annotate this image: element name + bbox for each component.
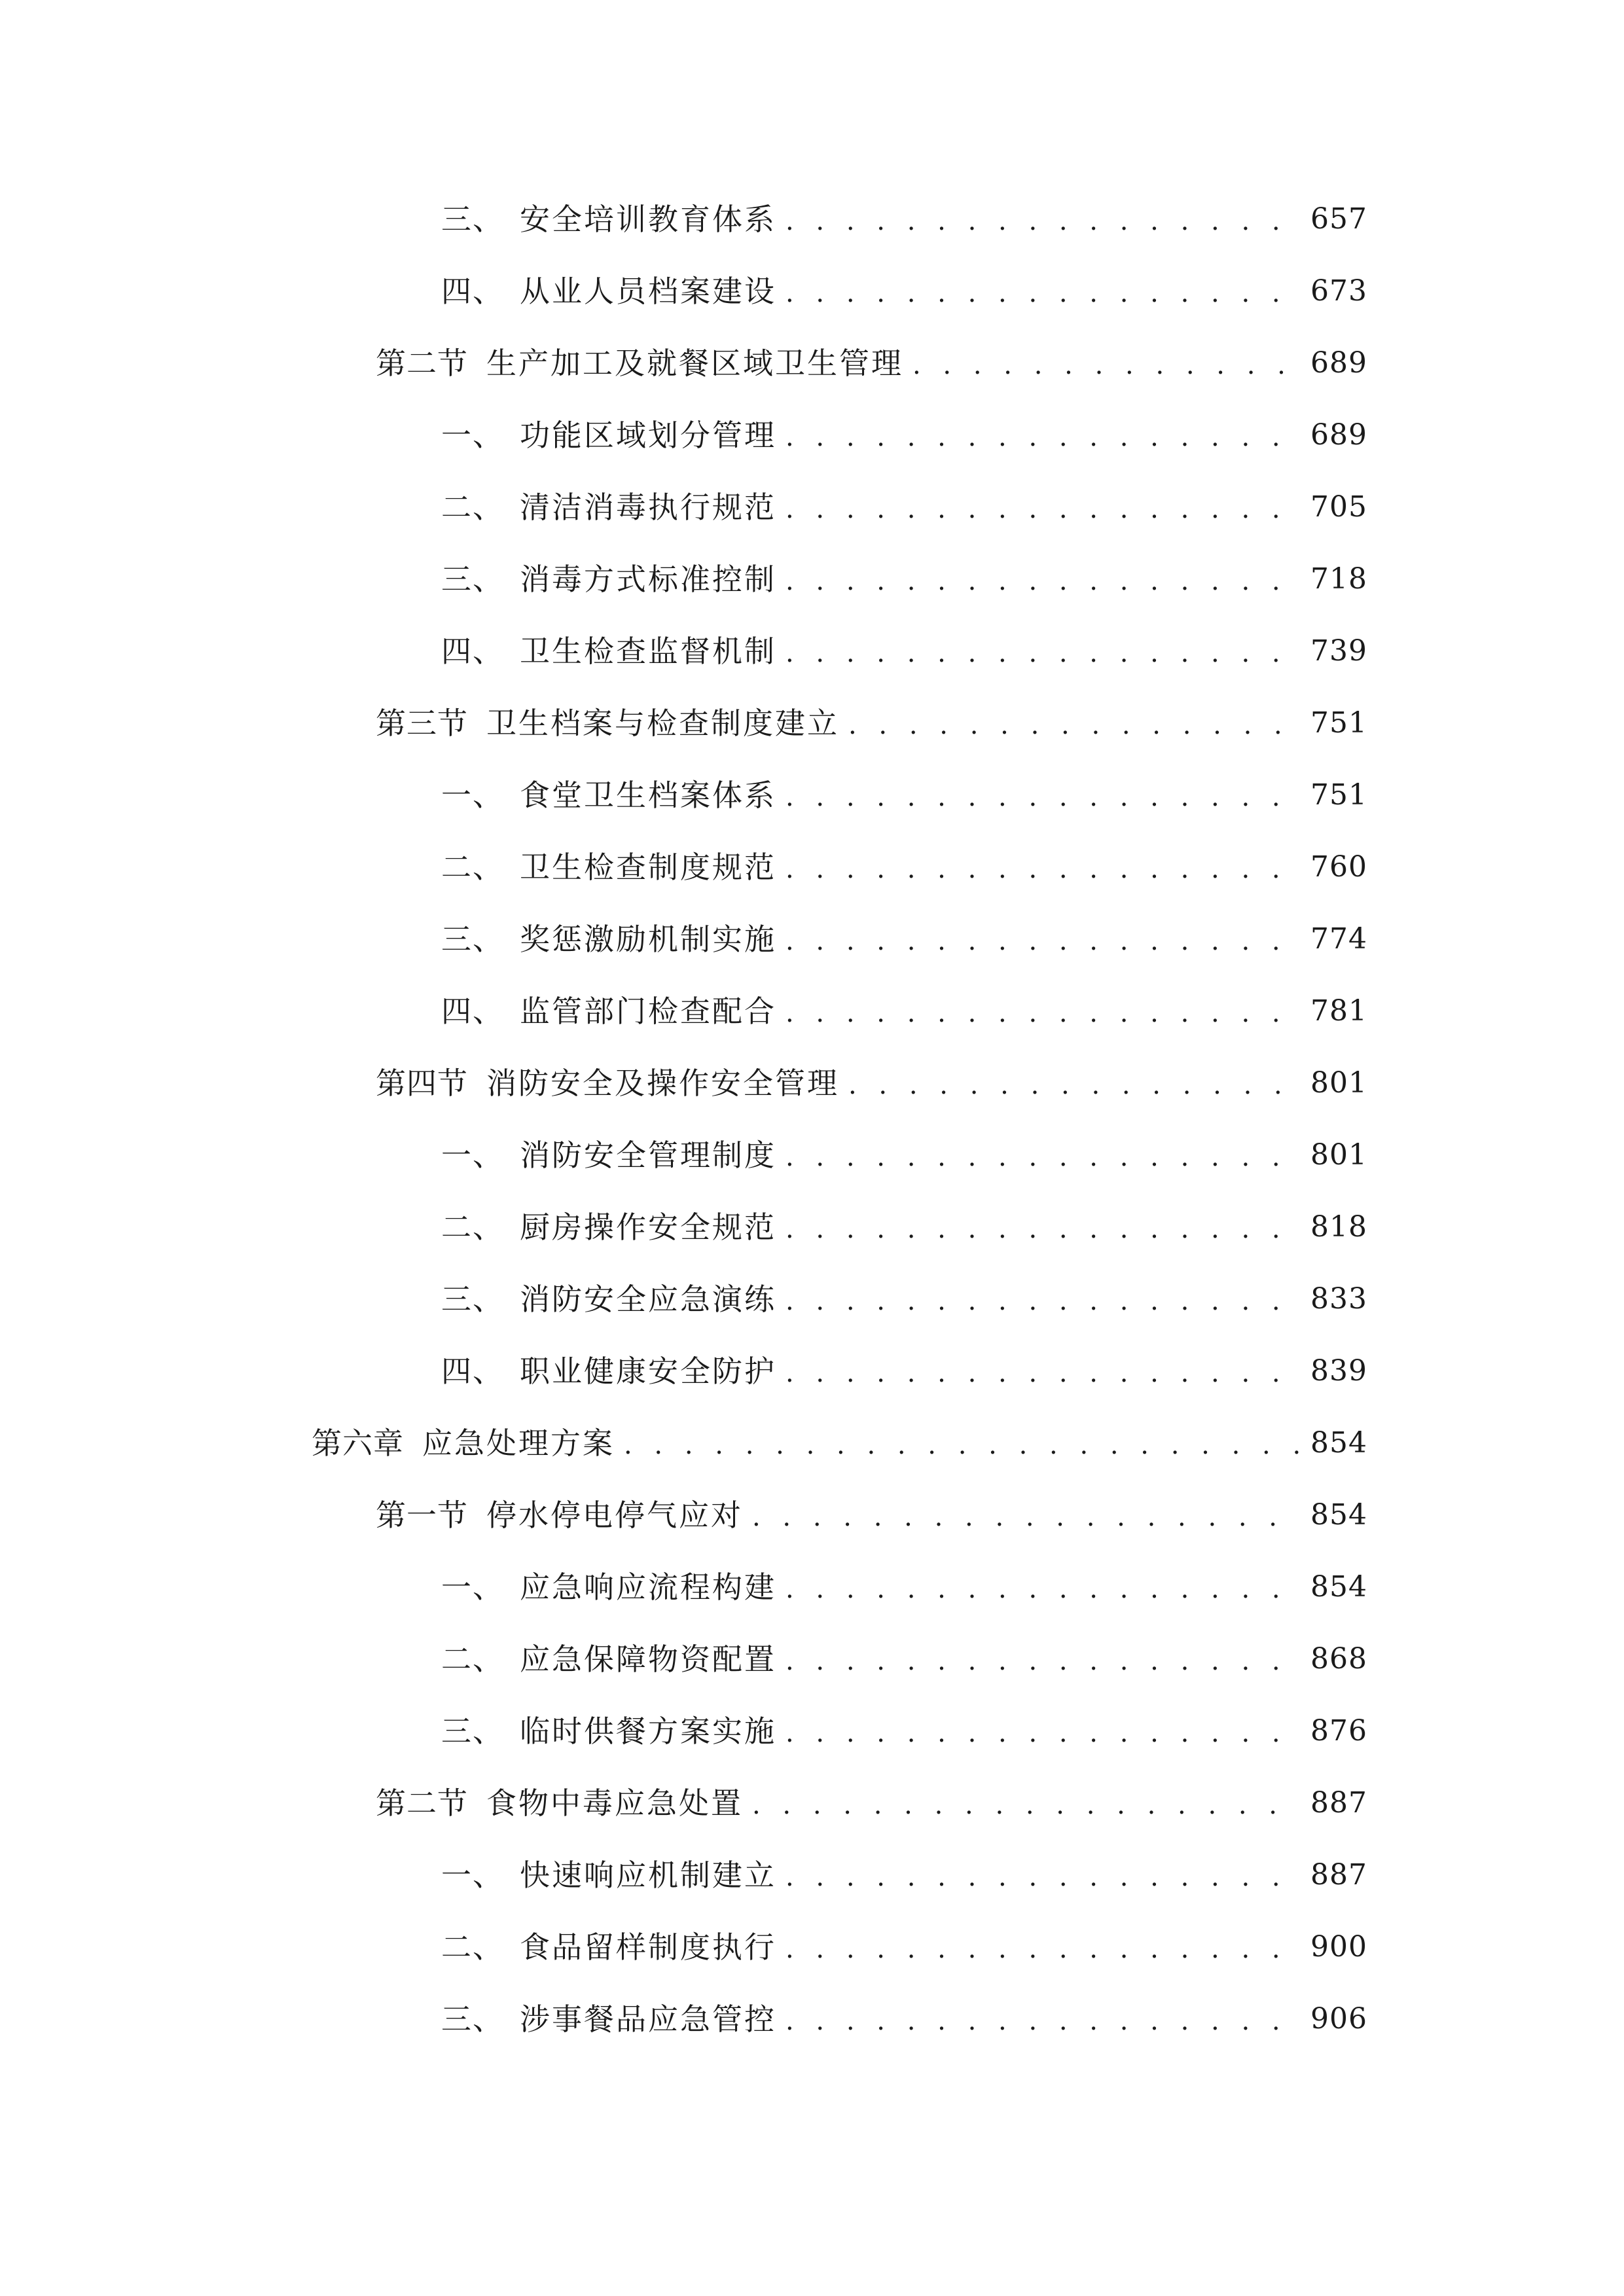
dot-leader [785,1864,1301,1890]
toc-entry[interactable] [441,1911,1367,1983]
toc-page-number: 900 [1310,1930,1367,1964]
toc-page-number: 833 [1310,1282,1367,1316]
toc-entry-number: 二、 [441,1210,504,1245]
toc-entry-title: 食物中毒应急处置 [486,1785,743,1821]
dot-leader [785,784,1301,810]
toc-entry[interactable] [441,1623,1367,1695]
toc-entry-title: 卫生检查监督机制 [520,634,776,669]
toc-entry-number: 二、 [441,490,504,525]
toc-entry-number: 三、 [441,202,504,237]
dot-leader [785,856,1301,882]
toc-entry-title: 消防安全及操作安全管理 [486,1066,839,1101]
toc-page-number: 868 [1310,1642,1367,1676]
toc-entry-number: 第二节 [376,346,468,381]
toc-entry-number: 二、 [441,1929,504,1965]
toc-entry-title: 卫生检查制度规范 [520,850,776,885]
toc-entry[interactable] [441,1191,1367,1263]
dot-leader [848,1072,1301,1098]
toc-entry-title: 应急保障物资配置 [520,1641,776,1677]
toc-page-number: 854 [1310,1498,1367,1532]
toc-entry-title: 临时供餐方案实施 [520,1713,776,1749]
dot-leader [785,2008,1301,2034]
toc-entry-title: 快速响应机制建立 [520,1857,776,1893]
toc-page-number: 705 [1310,490,1367,524]
toc-entry[interactable] [441,1335,1367,1407]
toc-page-number: 751 [1310,778,1367,812]
toc-entry-number: 第二节 [376,1785,468,1821]
toc-entry[interactable] [441,1263,1367,1335]
toc-entry[interactable] [441,183,1367,255]
dot-leader [785,1360,1301,1386]
toc-entry-title: 消防安全管理制度 [520,1138,776,1173]
dot-leader [785,568,1301,594]
toc-entry[interactable] [441,759,1367,831]
toc-entry-number: 二、 [441,1641,504,1677]
toc-entry[interactable] [312,1407,1367,1479]
toc-entry-number: 一、 [441,778,504,813]
toc-entry[interactable] [441,255,1367,327]
toc-entry-title: 消毒方式标准控制 [520,562,776,597]
toc-entry-title: 安全培训教育体系 [520,202,776,237]
dot-leader [785,1720,1301,1746]
toc-entry-title: 食品留样制度执行 [520,1929,776,1965]
toc-entry-title: 卫生档案与检查制度建立 [486,706,839,741]
dot-leader [785,280,1301,306]
dot-leader [785,1936,1301,1962]
toc-entry[interactable] [376,1479,1367,1551]
toc-page-number: 801 [1310,1066,1367,1100]
toc-page-number: 839 [1310,1354,1367,1388]
toc-entry-number: 四、 [441,274,504,309]
toc-page-number: 774 [1310,922,1367,956]
toc-page-number: 739 [1310,634,1367,668]
dot-leader [848,712,1301,738]
toc-entry-number: 四、 [441,1354,504,1389]
dot-leader [785,1144,1301,1170]
toc-page-number: 781 [1310,994,1367,1028]
dot-leader [785,1648,1301,1674]
dot-leader [785,208,1301,234]
toc-entry-title: 食堂卫生档案体系 [520,778,776,813]
toc-entry-title: 厨房操作安全规范 [520,1210,776,1245]
dot-leader [624,1432,1301,1458]
toc-entry[interactable] [441,903,1367,975]
dot-leader [752,1504,1301,1530]
toc-entry-title: 奖惩激励机制实施 [520,922,776,957]
toc-entry-title: 应急处理方案 [422,1426,615,1461]
toc-entry-number: 一、 [441,1570,504,1605]
toc-entry-title: 监管部门检查配合 [520,994,776,1029]
toc-entry[interactable] [376,1767,1367,1839]
toc-entry-number: 三、 [441,562,504,597]
toc-page-number: 887 [1310,1786,1367,1820]
dot-leader [785,1288,1301,1314]
dot-leader [752,1792,1301,1818]
toc-entry-title: 停水停电停气应对 [486,1498,743,1533]
toc-entry-title: 功能区域划分管理 [520,418,776,453]
toc-page-number: 887 [1310,1858,1367,1892]
toc-page-number: 854 [1310,1426,1367,1460]
toc-page-number: 818 [1310,1210,1367,1244]
toc-entry-title: 职业健康安全防护 [520,1354,776,1389]
toc-entry[interactable] [441,1119,1367,1191]
toc-entry-number: 一、 [441,1857,504,1893]
dot-leader [785,1576,1301,1602]
toc-page-number: 657 [1310,202,1367,236]
toc-page-number: 876 [1310,1714,1367,1748]
toc-entry[interactable] [441,831,1367,903]
toc-entry-title: 应急响应流程构建 [520,1570,776,1605]
toc-page-number: 906 [1310,2002,1367,2036]
dot-leader [785,496,1301,522]
toc-entry[interactable] [441,1551,1367,1623]
toc-entry-number: 二、 [441,850,504,885]
toc-entry[interactable] [376,687,1367,759]
toc-entry-number: 一、 [441,418,504,453]
toc-entry-number: 三、 [441,2001,504,2037]
dot-leader [785,640,1301,666]
toc-entry[interactable] [441,399,1367,471]
toc-entry[interactable] [441,1983,1367,2055]
toc-entry-number: 第四节 [376,1066,468,1101]
toc-page-number: 801 [1310,1138,1367,1172]
toc-page-number: 854 [1310,1570,1367,1604]
toc-entry-number: 第六章 [312,1426,404,1461]
dot-leader [785,424,1301,450]
dot-leader [785,1216,1301,1242]
toc-entry-number: 四、 [441,994,504,1029]
toc-entry-number: 第三节 [376,706,468,741]
toc-entry-number: 第一节 [376,1498,468,1533]
toc-entry-title: 消防安全应急演练 [520,1282,776,1317]
toc-entry-title: 涉事餐品应急管控 [520,2001,776,2037]
toc-page-number: 760 [1310,850,1367,884]
toc-page-number: 689 [1310,346,1367,380]
toc-entry-title: 生产加工及就餐区域卫生管理 [486,346,903,381]
dot-leader [785,1000,1301,1026]
toc-page-number: 689 [1310,418,1367,452]
toc-page-number: 718 [1310,562,1367,596]
toc-entry[interactable] [441,543,1367,615]
toc-entry[interactable] [441,1839,1367,1911]
toc-entry-number: 三、 [441,922,504,957]
dot-leader [785,928,1301,954]
toc-entry-number: 一、 [441,1138,504,1173]
toc-entry[interactable] [376,1047,1367,1119]
toc-entry[interactable] [441,1695,1367,1767]
toc-entry-title: 清洁消毒执行规范 [520,490,776,525]
dot-leader [912,352,1301,378]
toc-page-number: 673 [1310,274,1367,308]
toc-entry-number: 四、 [441,634,504,669]
toc-entry[interactable] [441,471,1367,543]
toc-entry[interactable] [376,327,1367,399]
toc-page-number: 751 [1310,706,1367,740]
toc-entry-title: 从业人员档案建设 [520,274,776,309]
toc-entry-number: 三、 [441,1713,504,1749]
toc-entry[interactable] [441,615,1367,687]
toc-entry[interactable] [441,975,1367,1047]
toc-entry-number: 三、 [441,1282,504,1317]
